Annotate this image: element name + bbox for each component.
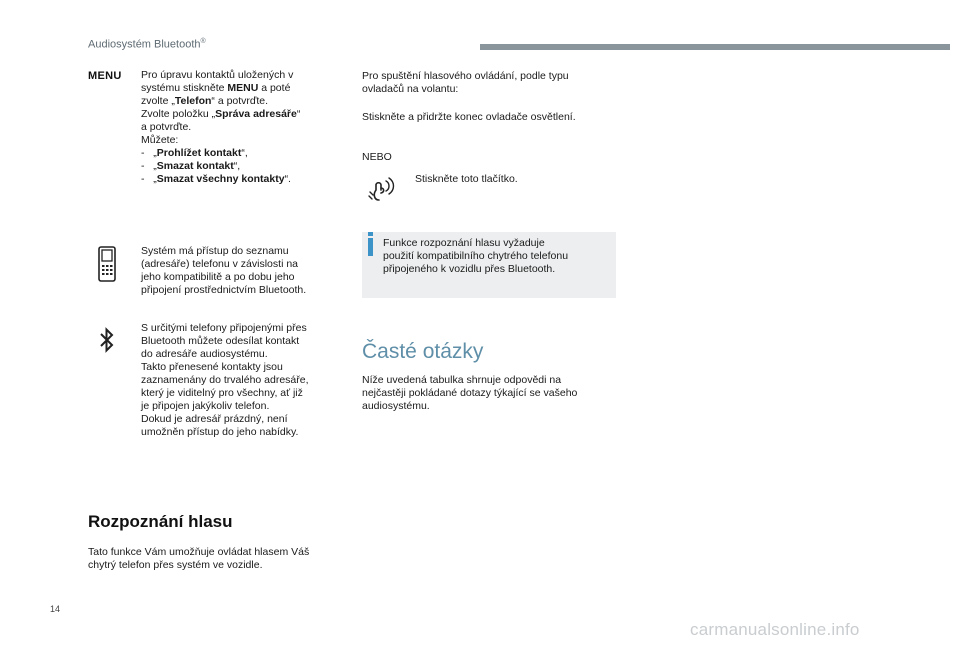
lighting-stalk-text: Stiskněte a přidržte konec ovladače osvětlení. — [362, 111, 576, 123]
option-view-contact: - „Prohlížet kontakt“, — [141, 147, 248, 159]
info-icon-bar — [368, 238, 373, 256]
voice-command-icon — [368, 176, 396, 209]
voice-recognition-intro: Tato funkce Vám umožňuje ovládat hlasem Váš chytrý telefon přes systém ve vozidle. — [88, 546, 310, 571]
watermark: carmanualsonline.info — [690, 620, 860, 639]
info-icon — [368, 232, 373, 236]
option-delete-all-contacts: - „Smazat všechny kontakty“. — [141, 173, 291, 185]
header-bar — [480, 44, 950, 50]
press-button-text: Stiskněte toto tlačítko. — [415, 173, 518, 185]
menu-key-label: MENU — [88, 70, 122, 82]
running-header: Audiosystém Bluetooth® — [88, 38, 206, 51]
bluetooth-icon — [100, 327, 114, 358]
section-title-faq: Časté otázky — [362, 340, 484, 363]
contacts-edit-text: Pro úpravu kontaktů uložených v systému stiskněte MENU a poté zvolte „Telefon“ a potvrďte. Zvolte položku „Správa adresáře“ a potvrďte. Můžete: - „Prohlížet kontakt“, - „Smazat kontakt“, - „Smazat všechny kontakty“. — [141, 69, 341, 186]
voice-start-text: Pro spuštění hlasového ovládání, podle typu ovladačů na volantu: — [362, 70, 569, 95]
info-note: Funkce rozpoznání hlasu vyžaduje použití kompatibilního chytrého telefonu připojeného k vozidlu přes Bluetooth. — [362, 232, 616, 298]
section-title-voice-recognition: Rozpoznání hlasu — [88, 512, 233, 531]
registered-mark: ® — [200, 38, 206, 45]
phonebook-access-text: Systém má přístup do seznamu (adresáře) telefonu v závislosti na jeho kompatibilitě a po dobu jeho připojení prostřednictvím Bluetooth. — [141, 245, 307, 296]
contact-transfer-text: S určitými telefony připojenými přes Bluetooth můžete odesílat kontakt do adresáře audiosystému. Takto přenesené kontakty jsou zaznamenány do trvalého adresáře, který je viditelný pro všechny, ať již je připojen jakýkoliv telefon. Dokud je adresář prázdný, není umožněn přístup do jeho nabídky. — [141, 322, 309, 438]
page-number: 14 — [50, 604, 61, 614]
mobile-phone-icon — [98, 246, 116, 287]
option-delete-contact: - „Smazat kontakt“, — [141, 160, 241, 172]
or-label: NEBO — [362, 151, 392, 163]
faq-intro: Níže uvedená tabulka shrnuje odpovědi na nejčastěji pokládané dotazy týkající se vašeho audiosystému. — [362, 374, 578, 412]
